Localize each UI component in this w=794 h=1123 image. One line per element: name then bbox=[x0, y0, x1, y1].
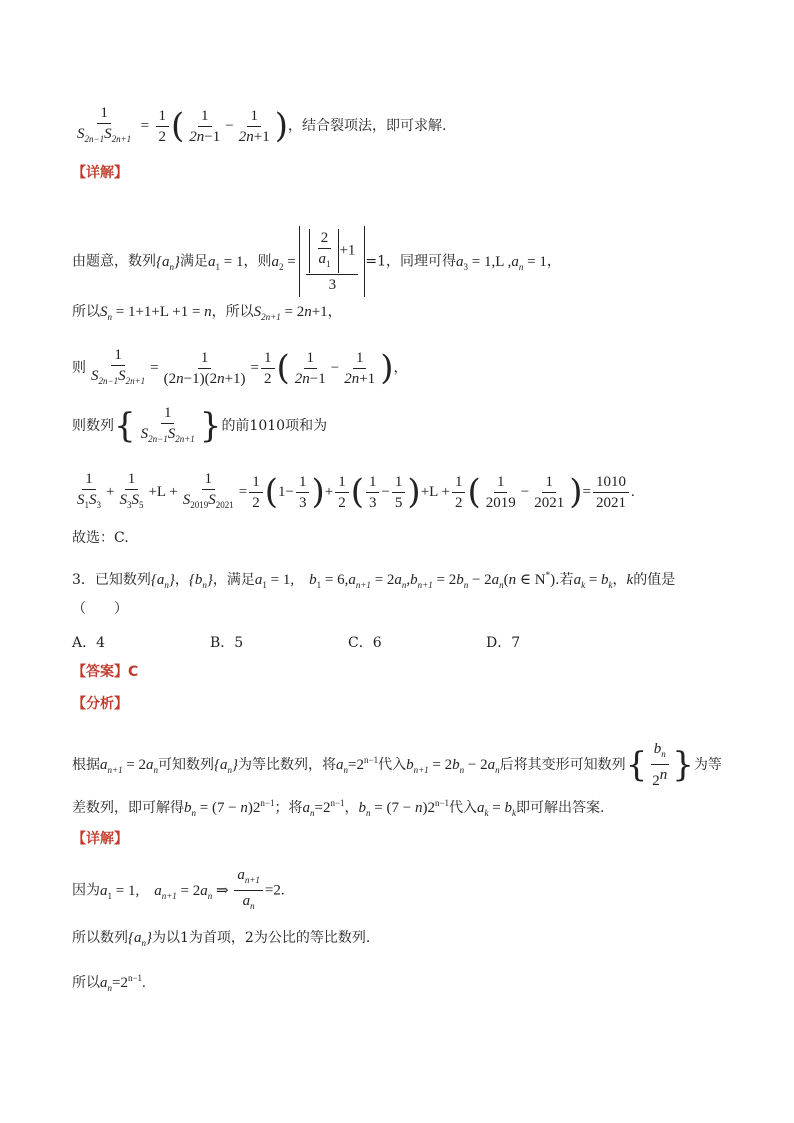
option-b[interactable]: B．5 bbox=[210, 635, 244, 651]
line-2: 由题意，数列$\{a_n\}$满足$a_1 = 1$，则$a_2$ = $\frac{2}{a_1}$ +1 3 =1，同理可得$a_3 = 1,L$ $,a_n = 1$， bbox=[72, 226, 561, 297]
answer: 【答案】C bbox=[72, 664, 139, 680]
fraction: $\frac{1}{S_{2n-1}S_{2n+1}}$ bbox=[77, 105, 132, 144]
line-3: 所以$S_n = 1+1+L +1 = n$，所以$S_{2n+1} = 2n+1$， bbox=[72, 304, 342, 322]
analysis-line-1: 根据$a_{n+1} = 2a_n$可知数列$\{a_n\}$为等比数列，将$a_n=2^{n-1}$代入$b_{n+1} = 2b_n - 2a_n$后将其变形可知数列{ $\frac{b_n}{2^n}$ }为等 bbox=[72, 741, 722, 789]
question-3-paren: （ ） bbox=[72, 601, 128, 617]
line-1: $\frac{1}{S_{2n-1}S_{2n+1}}$ = $\frac{1}{2}$ ( $\frac{1}{2n-1}$ − $\frac{1}{2n+1}$ )，结合裂项法，即可求解. bbox=[72, 104, 446, 148]
section-analysis-heading: 【分析】 bbox=[72, 696, 128, 712]
detail-line-3: 所以$a_n=2^{n-1}$. bbox=[72, 973, 146, 993]
option-a[interactable]: A．4 bbox=[72, 635, 106, 651]
line-1-text: ，结合裂项法，即可求解. bbox=[287, 118, 447, 134]
detail-line-1: 因为$a_1 = 1$, $a_{n+1} = 2a_n$ ⇒ $\frac{a_{n+1}}{a_n}$ =2. bbox=[72, 867, 285, 911]
line-4: 则 $\frac{1}{S_{2n-1}S_{2n+1}}$ = $\frac{1}{(2n-1)(2n+1)}$ = $\frac{1}{2}$ ( $\frac{1}{2n-1}$ − $\frac{1}{2n+1}$ )， bbox=[72, 347, 408, 388]
line-5: 则数列{ $\frac{1}{S_{2n-1}S_{2n+1}}$ }的前1010项和为 bbox=[72, 405, 328, 446]
line-7: 故选：C. bbox=[72, 530, 129, 546]
line-6: $\frac{1}{S_1S_3}$ + $\frac{1}{S_3S_5}$ +L + $\frac{1}{S_{2019}S_{2021}}$ = $\frac{1}{2}$ (1− $\frac{1}{3}$ )+ $\frac{1}{2}$ ( $\frac{1}{3}$ − $\frac{1}{5}$ )+L + $\frac{1}{2}$ ( $\frac{1}{2019}$ − $\frac{1}{2021}$ )= $\frac{1010}{2021}$ . bbox=[77, 471, 635, 512]
section-detail-heading-2: 【详解】 bbox=[72, 831, 128, 847]
section-detail-heading: 【详解】 bbox=[72, 165, 128, 181]
detail-line-2: 所以数列$\{a_n\}$为以1为首项，2为公比的等比数列. bbox=[72, 930, 371, 948]
option-d[interactable]: D．7 bbox=[486, 635, 521, 651]
question-3: 3．已知数列$\{a_n\}$，$\{b_n\}$，满足$a_1 = 1$, $b_1 = 6,a_{n+1} = 2a_n,b_{n+1} = 2b_n - 2a_n(n$ ∈ N*).若$a_k = b_k$，k的值是 bbox=[72, 570, 676, 590]
option-c[interactable]: C．6 bbox=[348, 635, 382, 651]
analysis-line-2: 差数列，即可解得$b_n = (7 - n)2^{n-1}$；将$a_n=2^{n-1}$，$b_n = (7 - n)2^{n-1}$代入$a_k = b_k$即可解出答案. bbox=[72, 798, 605, 818]
